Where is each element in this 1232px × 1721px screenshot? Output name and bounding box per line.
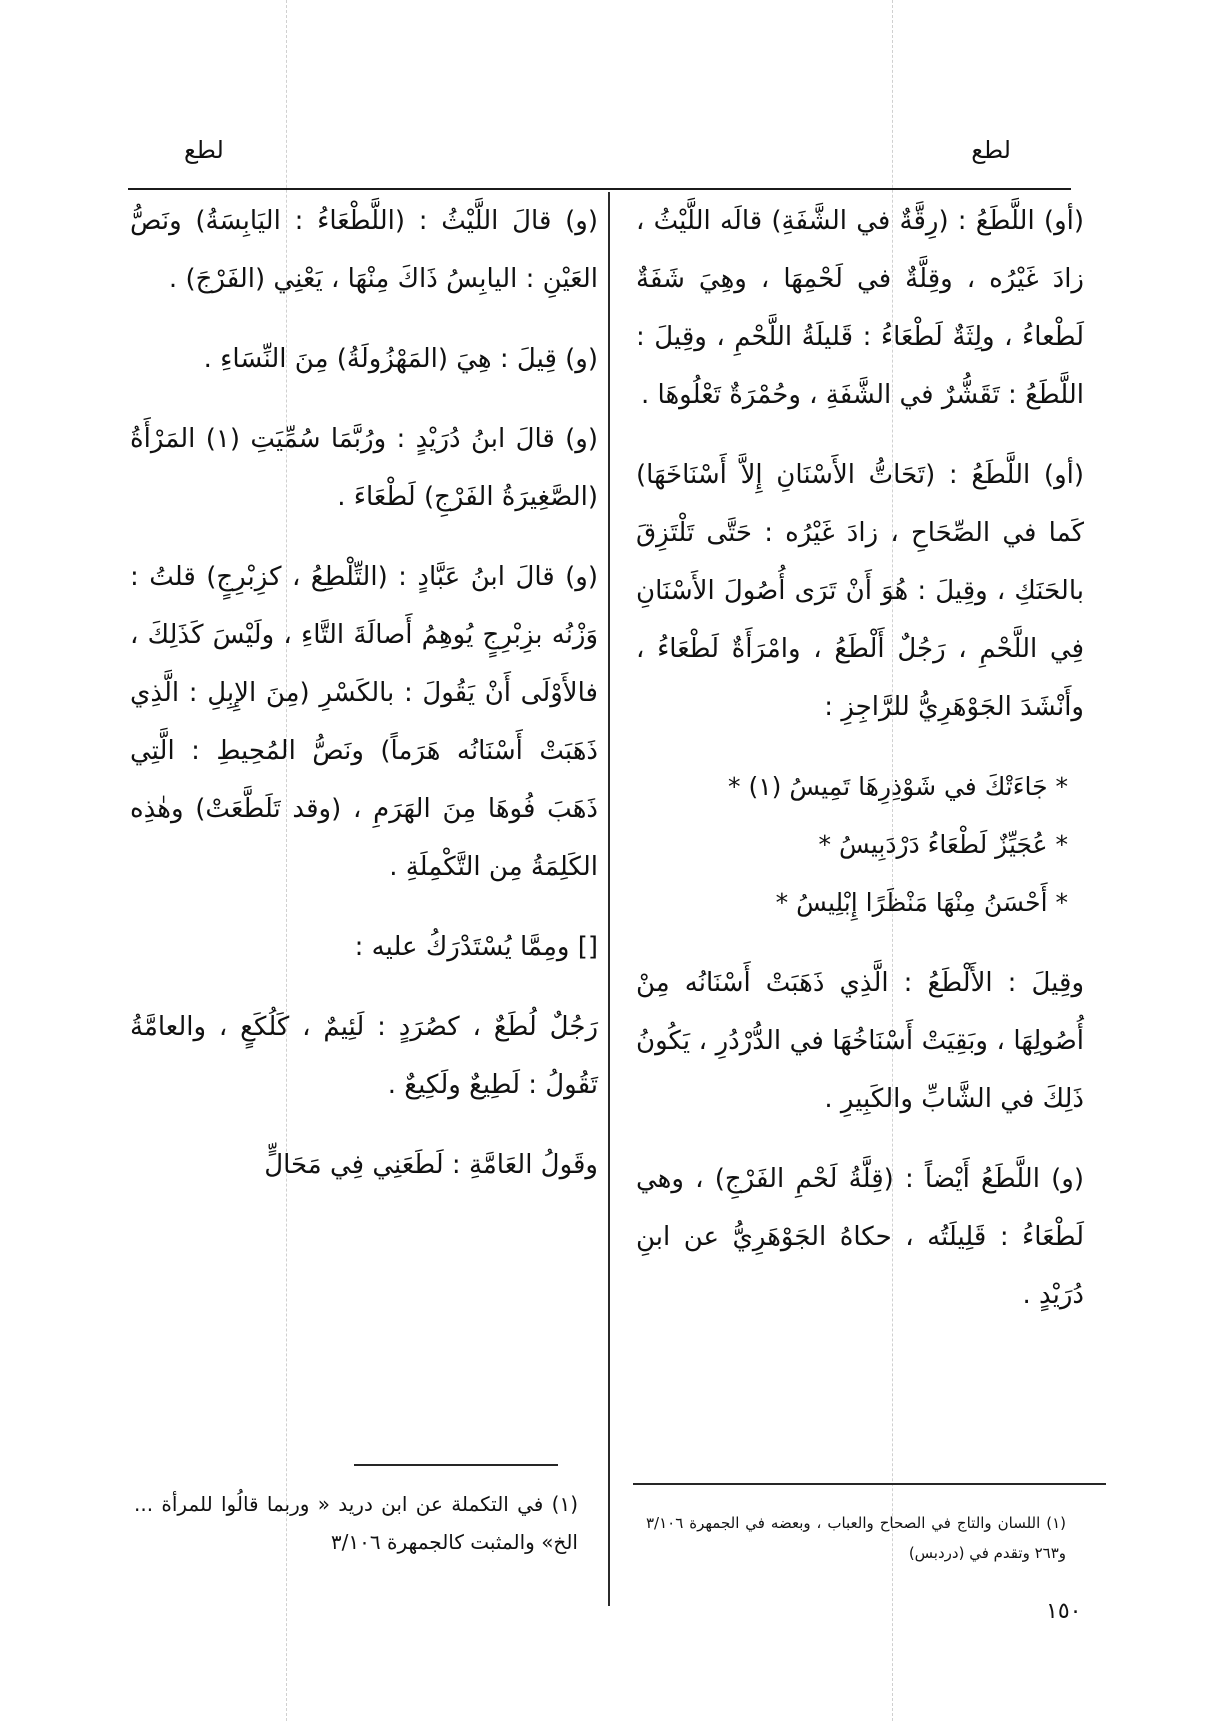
entry-paragraph: (أو) اللَّطَعُ : (رِقَّةٌ في الشَّفَةِ) قالَه اللَّيْثُ ، زادَ غَيْرُه ، وقِلَّةٌ في لَحْمِهَا ، وهِيَ شَفَةٌ لَطْعاءُ ، ولِثَةٌ لَطْعَاءُ : قَليلَةُ اللَّحْمِ ، وقِيلَ : اللَّطَعُ : تَقَشُّرٌ في الشَّفَةِ ، وحُمْرَةٌ تَعْلُوهَا . <box>636 206 1084 410</box>
entry-paragraph: (و) قالَ ابنُ دُرَيْدٍ : ورُبَّمَا سُمِّيَتِ (١) المَرْأَةُ (الصَّغِيرَةُ الفَرْجِ) لَطْعَاءَ . <box>130 424 598 512</box>
entry-paragraph: (أو) اللَّطَعُ : (تَحَاتُّ الأَسْنَانِ إِلاَّ أَسْنَاخَهَا) كَما في الصِّحَاحِ ، زادَ غَيْرُه : حَتَّى تَلْتَزِقَ بالحَنَكِ ، وقِيلَ : هُوَ أَنْ تَرَى أُصُولَ الأَسْنَانِ فِي اللَّحْمِ ، رَجُلٌ أَلْطَعُ ، وامْرَأَةٌ لَطْعَاءُ ، وأَنْشَدَ الجَوْهَرِيُّ للرَّاجِزِ : <box>636 460 1084 722</box>
poem-line: * عُجَيِّزٌ لَطْعَاءُ دَرْدَبِيسُ * <box>818 830 1068 859</box>
column-divider <box>608 192 610 1606</box>
left-column <box>130 192 598 1216</box>
entry-paragraph: (و) اللَّطَعُ أَيْضاً : (قِلَّةُ لَحْمِ الفَرْجِ) ، وهي لَطْعَاءُ : قَلِيلَتُه ، حكاهُ الجَوْهَرِيُّ عن ابنِ دُرَيْدٍ . <box>636 1164 1084 1310</box>
poem-line: * أَحْسَنُ مِنْهَا مَنْظَرًا إِبْلِيسُ * <box>775 888 1068 917</box>
footnote-rule-right <box>633 1483 1106 1485</box>
right-column <box>636 192 1084 1346</box>
footnote-left: (١) في التكملة عن ابن دريد « وربما قالُوا للمرأة ... الخ» والمثبت كالجمهرة ٣/١٠٦ <box>134 1492 578 1554</box>
entry-paragraph: رَجُلٌ لُطَعٌ ، كصُرَدٍ : لَئِيمٌ ، كَلُكَعٍ ، والعامَّةُ تَقُولُ : لَطِيعٌ ولَكِيعٌ . <box>130 1012 598 1100</box>
running-head-left: لطع <box>184 136 224 164</box>
entry-paragraph: وقَولُ العَامَّةِ : لَطَعَنِي فِي مَحَالٍّ <box>264 1150 598 1180</box>
entry-paragraph: وقِيلَ : الأَلْطَعُ : الَّذِي ذَهَبَتْ أَسْنَانُه مِنْ أُصُولِهَا ، وبَقِيَتْ أَسْنَاخُهَا في الدُّرْدُرِ ، يَكُونُ ذَلِكَ في الشَّابِّ والكَبِيرِ . <box>636 968 1084 1114</box>
footnote-right: (١) اللسان والتاج في الصحاح والعباب ، وبعضه في الجمهرة ٣/١٠٦ و٢٦٣ وتقدم في (دردبس) <box>646 1514 1066 1562</box>
footnote-rule-left <box>354 1464 558 1466</box>
entry-paragraph: [] ومِمَّا يُسْتَدْرَكُ عليه : <box>354 932 598 962</box>
page-number: ١٥٠ <box>1046 1599 1082 1624</box>
header-rule <box>128 188 1071 190</box>
entry-paragraph: (و) قالَ اللَّيْثُ : (اللَّطْعَاءُ : اليَابِسَةُ) ونَصُّ العَيْنِ : اليابِسُ ذَاكَ مِنْهَا ، يَعْنِي (الفَرْجَ) . <box>130 206 598 294</box>
poem-verses <box>636 758 1084 932</box>
running-head-right: لطع <box>971 136 1011 164</box>
entry-paragraph: (و) قِيلَ : هِيَ (المَهْزُولَةُ) مِنَ النِّسَاءِ . <box>203 344 598 374</box>
poem-line: * جَاءَتْكَ في شَوْذِرِهَا تَمِيسُ (١) * <box>728 772 1068 801</box>
entry-paragraph: (و) قالَ ابنُ عَبَّادٍ : (التِّلْطِعُ ، كزِبْرِجٍ) قلتُ : وَزْنُه بزِبْرِجٍ يُوهِمُ أَصالَةَ التَّاءِ ، ولَيْسَ كَذَلِكَ ، فالأَوْلَى أَنْ يَقُولَ : بالكَسْرِ (مِنَ الإِبِلِ : الَّذِي ذَهَبَتْ أَسْنَانُه هَرَماً) ونَصُّ المُحِيطِ : الَّتِي ذَهَبَ فُوهَا مِنَ الهَرَمِ ، (وقد تَلَطَّعَتْ) وهٰذِه الكَلِمَةُ مِن التَّكْمِلَةِ . <box>130 562 598 882</box>
